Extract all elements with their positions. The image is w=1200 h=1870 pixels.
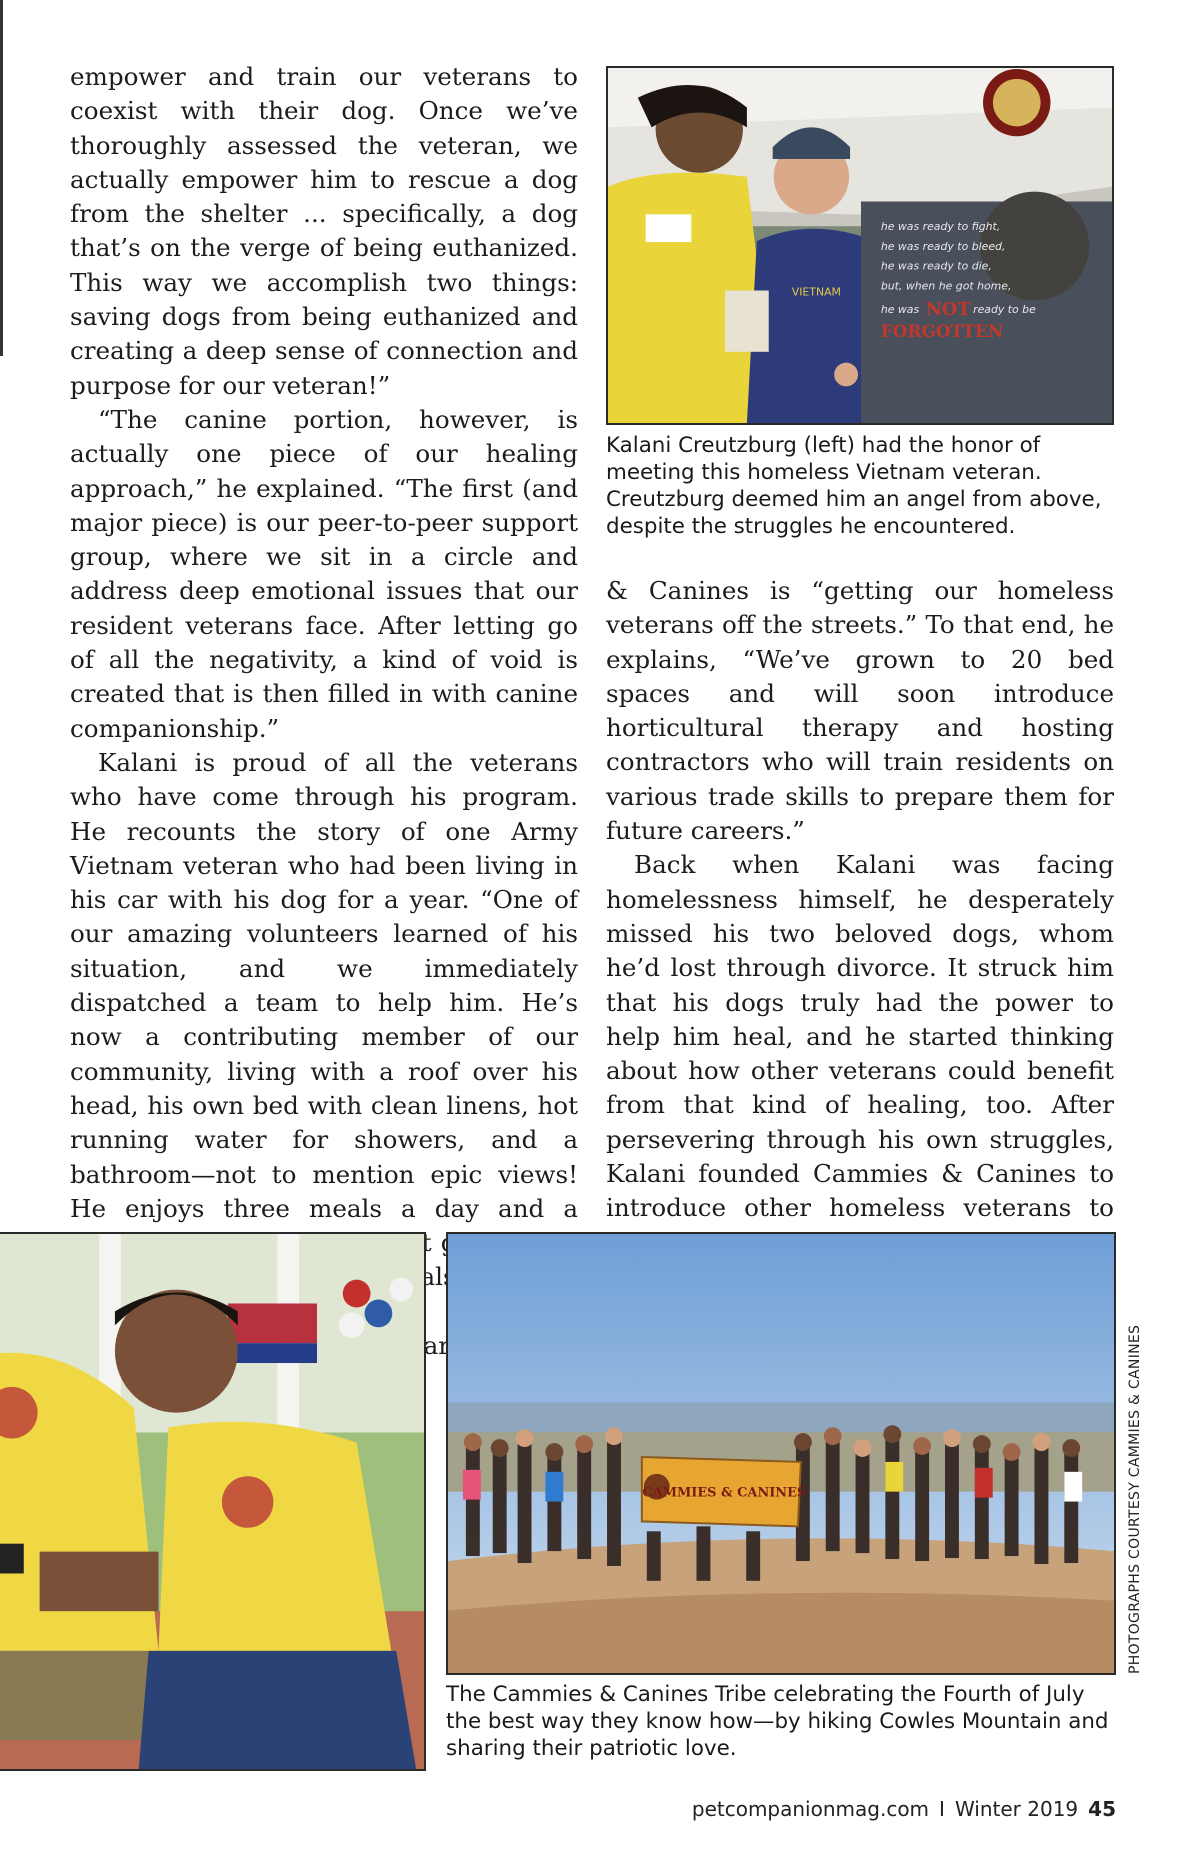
photo-veteran-meeting	[606, 66, 1114, 425]
footer-issue: Winter 2019	[954, 1797, 1079, 1821]
photo-caption-bottom: The Cammies & Canines Tribe celebrating the Fourth of July the best way they know how—by hiking Cowles Mountain and sharing their patriotic love.	[446, 1682, 1109, 1761]
sign-line: he was ready to die,	[880, 259, 992, 273]
sign-line: he was ready to fight,	[880, 220, 1001, 234]
sign-not: NOT	[925, 299, 971, 321]
page-footer	[692, 1797, 1116, 1821]
banner-text: CAMMIES & CANINES	[642, 1485, 807, 1501]
article-column-left	[70, 60, 578, 1398]
photo-kalani-portrait-image	[0, 1234, 424, 1769]
paragraph: Kalani is proud of all the veterans who have come through his program. He recounts the story of one Army Vietnam veteran who had been living in his car with his dog for a year. “One of our amazing volunteers learned of his situation, and we immediately dispatched a team to help him. He’s now a contributing member of our community, living with a roof over his head, his own bed with clean linens, hot running water for showers, and a bathroom—not to mention epic views! He enjoys three meals a day and a animals—yes,	[70, 747, 578, 1292]
page-edge-line	[0, 0, 3, 356]
paragraph: Back when Kalani was facing homelessness himself, he desperately missed his two beloved dogs, whom he’d lost through divorce. It struck him that his dogs truly had the power to help him heal, and he started thinking about how other veterans could benefit from that kind of healing, too. After persevering through his own struggles, Kalani founded Cammies & Canines to introduce other homeless veterans to	[606, 850, 1114, 1223]
photo-caption-top: Kalani Creutzburg (left) had the honor of meeting this homeless Vietnam veteran. Creutzburg deemed him an angel from above, despite the struggles he encountered.	[606, 433, 1102, 539]
photo-cowles-mountain-group	[446, 1232, 1116, 1675]
footer-site: petcompanionmag.com	[691, 1797, 930, 1821]
paragraph: “The canine portion, however, is actually one piece of our healing approach,” he explained. “The first (and major piece) is our peer-to-peer support group, where we sit in a circle and address deep emotional issues that our resident veterans face. After letting go of all the negativity, a kind of void is created that is then filled in with canine companionship.”	[70, 404, 578, 743]
photo-veteran-meeting-image	[608, 68, 1112, 423]
photo-cowles-mountain-group-image	[448, 1234, 1114, 1673]
sign-line: he was ready to bleed,	[880, 239, 1006, 253]
page-number: 45	[1088, 1797, 1116, 1821]
sign-line: but, when he got home,	[880, 279, 1012, 293]
photo-credit: PHOTOGRAPHS COURTESY CAMMIES & CANINES	[1127, 1324, 1143, 1674]
photo-kalani-portrait	[0, 1232, 426, 1771]
shirt-text: VIETNAM	[791, 285, 841, 299]
article-column-right	[606, 574, 1114, 1294]
footer-separator: I	[939, 1797, 945, 1821]
paragraph: & Canines is “getting our homeless veterans off the streets.” To that end, he explains, “We’ve grown to 20 bed spaces and will soon introduce horticultural therapy and hosting contractors who will train residents on various trade skills to prepare them for future careers.”	[606, 576, 1114, 846]
sign-line: ready to be	[973, 303, 1036, 317]
paragraph: empower and train our veterans to coexist with their dog. Once we’ve thoroughly assessed the veteran, we actually empower him to rescue a dog from the shelter ... specifically, a dog that’s on the verge of being euthanized. This way we accomplish two things: saving dogs from being euthanized and creating a deep sense of connection and purpose for our veteran!”	[70, 62, 578, 400]
sign-line: he was	[880, 303, 920, 317]
sign-forgotten: FORGOTTEN	[880, 320, 1004, 341]
